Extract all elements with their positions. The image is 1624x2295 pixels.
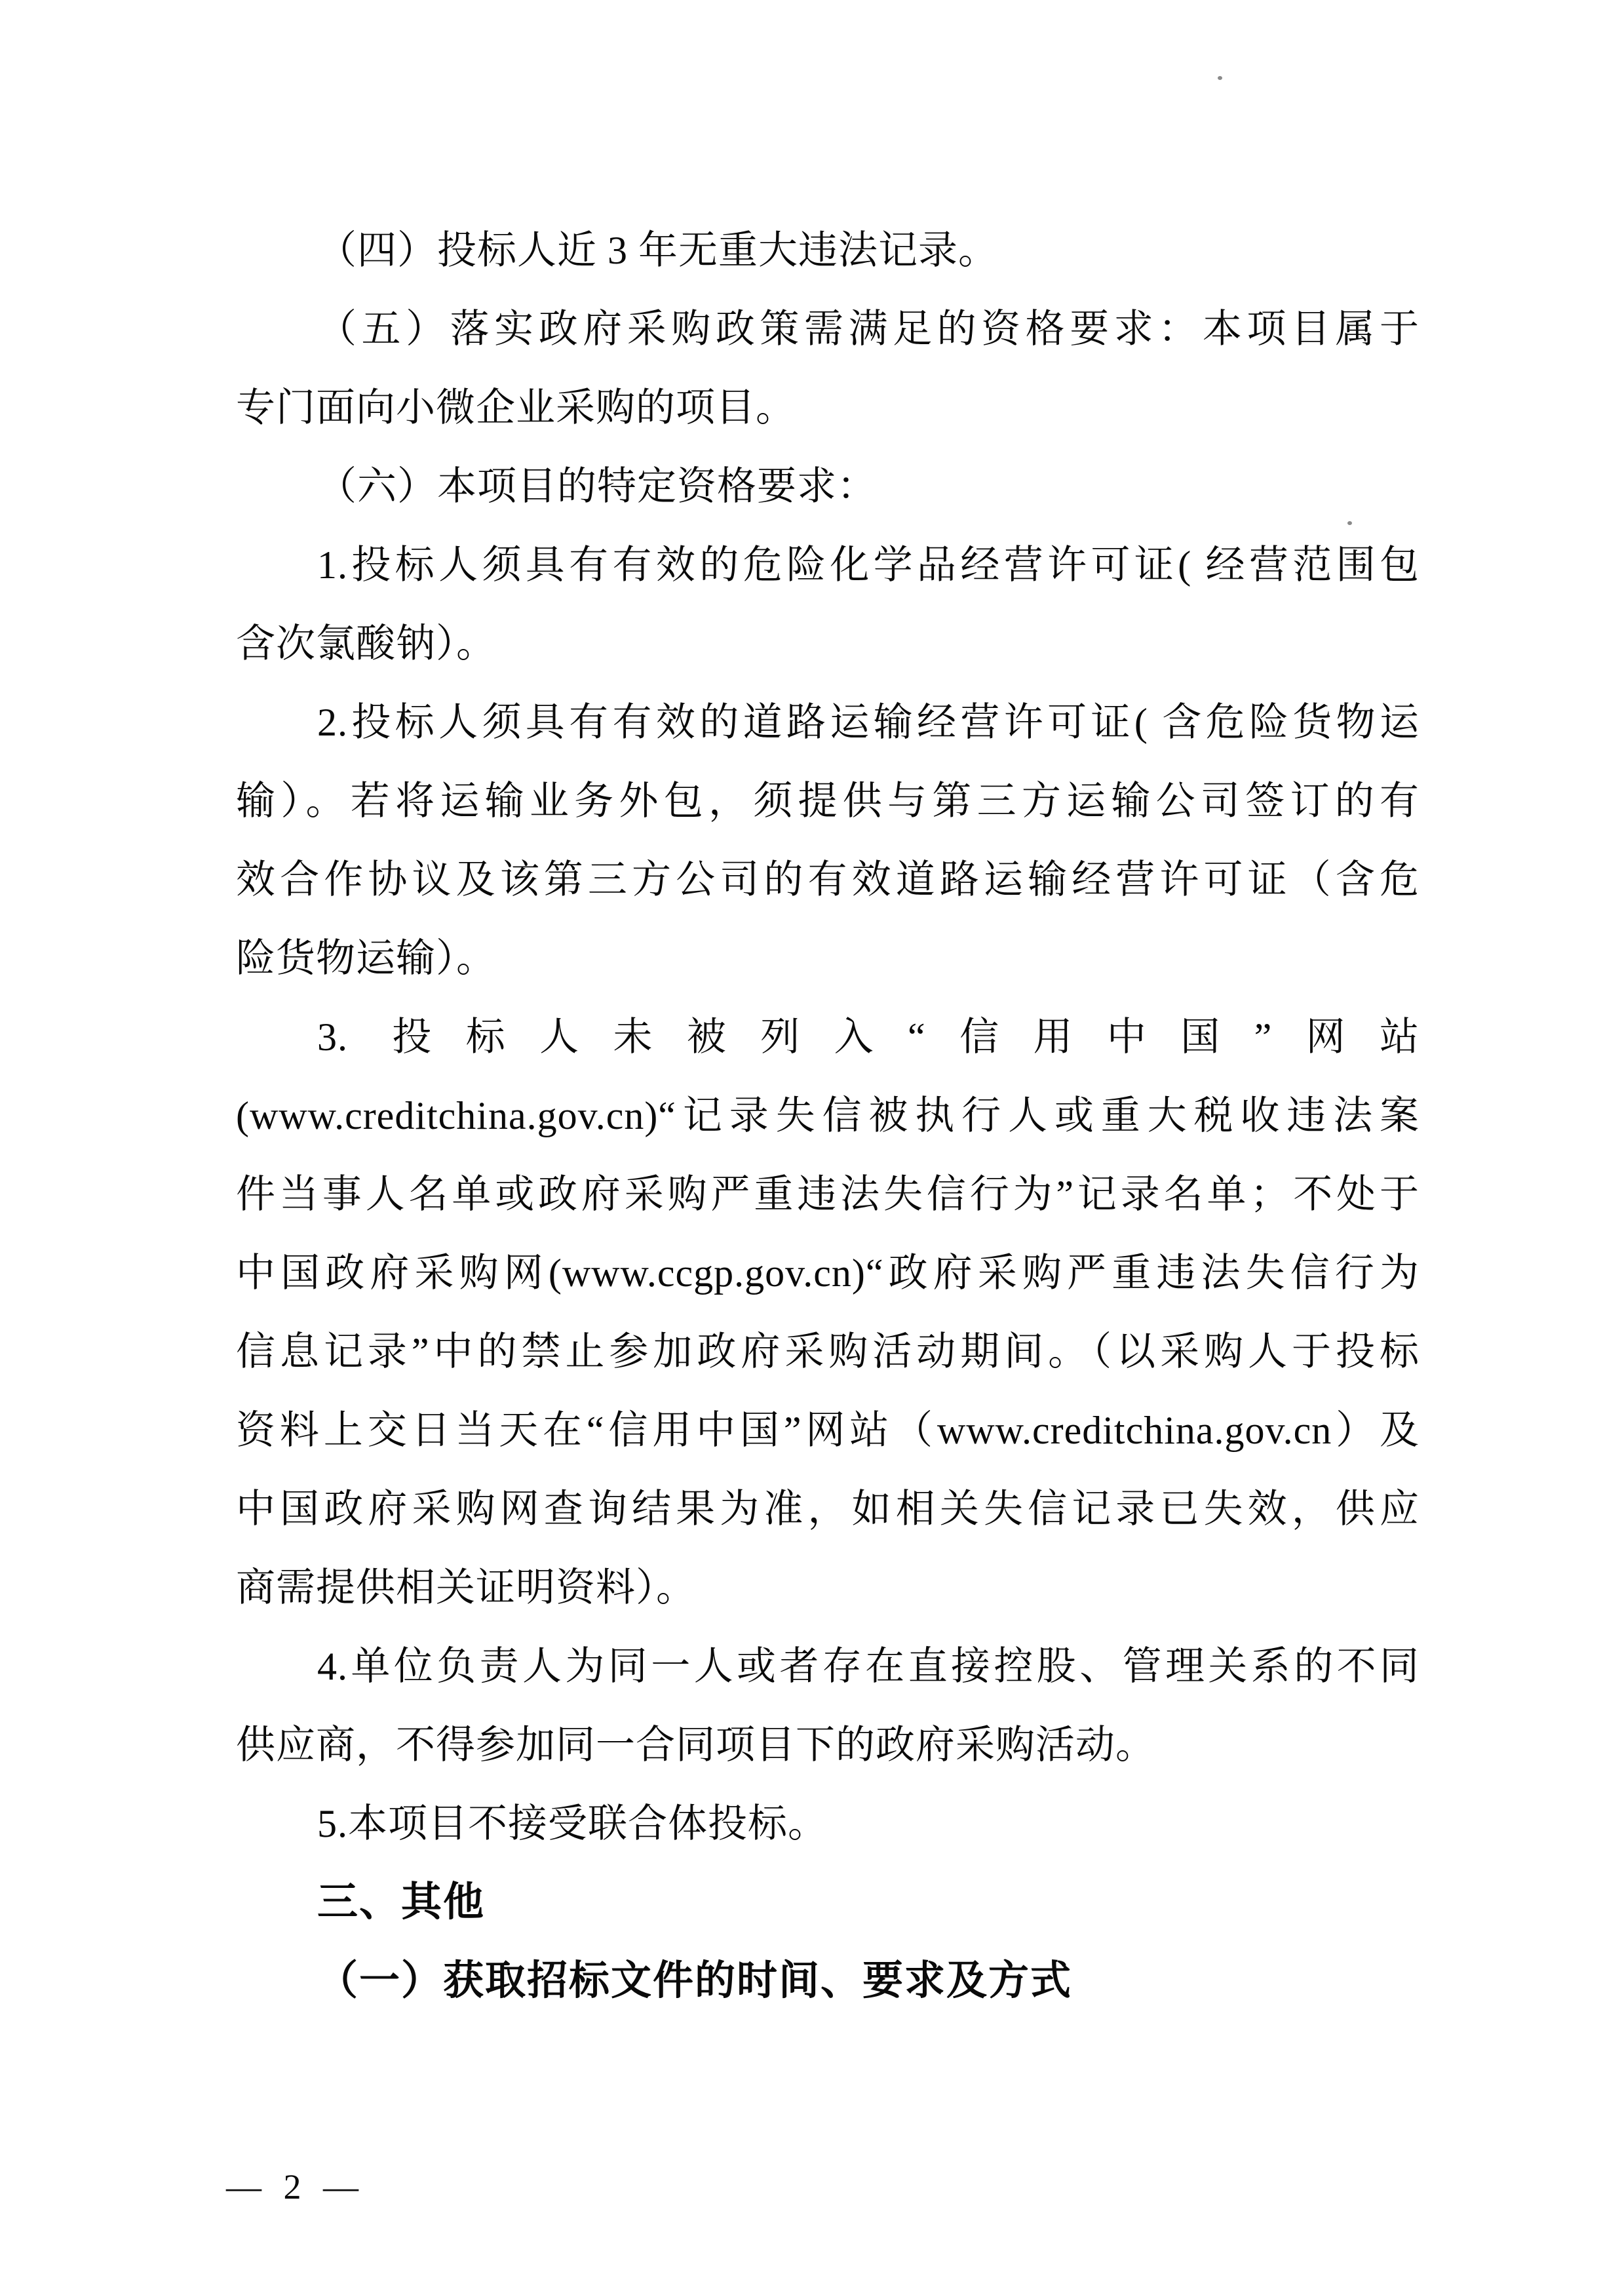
scan-speck <box>1218 76 1222 80</box>
text-line: 5.本项目不接受联合体投标。 <box>317 1802 828 1845</box>
text-line: 资料上交日当天在“信用中国”网站（www.creditchina.gov.cn）及 <box>236 1409 1420 1452</box>
text-line: （六）本项目的特定资格要求： <box>317 465 877 508</box>
text-line: 件当事人名单或政府采购严重违法失信行为”记录名单；不处于 <box>236 1173 1420 1216</box>
text-line: 商需提供相关证明资料）。 <box>236 1566 696 1609</box>
section-heading: （一）获取招标文件的时间、要求及方式 <box>317 1958 1073 2003</box>
text-line: 3. 投标人未被列入“信用中国”网站 <box>317 1015 1420 1059</box>
section-heading: 三、其他 <box>317 1879 486 1925</box>
text-line: 专门面向小微企业采购的项目。 <box>236 386 796 429</box>
text-line: 输）。若将运输业务外包，须提供与第三方运输公司签订的有 <box>236 779 1420 823</box>
text-line: 中国政府采购网(www.ccgp.gov.cn)“政府采购严重违法失信行为 <box>236 1251 1420 1295</box>
text-line: 供应商，不得参加同一合同项目下的政府采购活动。 <box>236 1723 1155 1767</box>
document-body <box>236 211 1420 2020</box>
text-line: 效合作协议及该第三方公司的有效道路运输经营许可证（含危 <box>236 858 1420 901</box>
text-line: 含次氯酸钠）。 <box>236 622 496 665</box>
page-number: — 2 — <box>226 2167 365 2207</box>
text-line: (www.creditchina.gov.cn)“记录失信被执行人或重大税收违法案 <box>236 1094 1420 1137</box>
text-line: 中国政府采购网查询结果为准，如相关失信记录已失效，供应 <box>236 1487 1420 1531</box>
text-line: 信息记录”中的禁止参加政府采购活动期间。（以采购人于投标 <box>236 1330 1420 1373</box>
text-line: 1.投标人须具有有效的危险化学品经营许可证( 经营范围包 <box>317 543 1420 587</box>
text-line: （五）落实政府采购政策需满足的资格要求：本项目属于 <box>317 307 1420 351</box>
text-line: 4.单位负责人为同一人或者存在直接控股、管理关系的不同 <box>317 1645 1420 1688</box>
text-line: 2.投标人须具有有效的道路运输经营许可证( 含危险货物运 <box>317 701 1420 744</box>
text-line: 险货物运输）。 <box>236 937 496 980</box>
text-line: （四）投标人近 3 年无重大违法记录。 <box>317 229 998 272</box>
